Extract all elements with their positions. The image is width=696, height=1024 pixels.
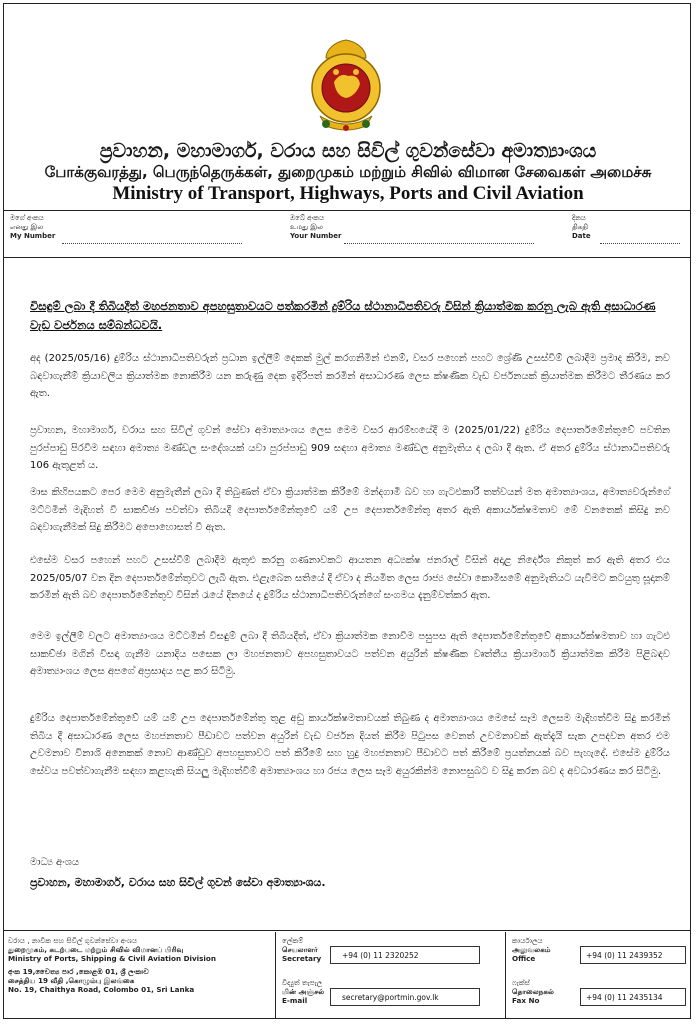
footer-separator [505,932,506,1018]
date-line [600,243,680,244]
date-label: දිනය திகதி Date [572,214,591,240]
ministry-title-tamil: போக்குவரத்து, பெருந்தெருக்கள், துறைமுகம் மற்றும் சிவில் விமான சேவைகள் அமைச்சு [44,163,652,181]
signature-label: මාධ්‍ය අංශය [30,857,80,868]
footer-separator [275,932,276,1018]
header-divider [3,210,691,211]
footer-address: වරාය , නාවික සහ සිවිල් ගුවන්සේවා අංශය துறைமுகம், கடற்படை மற்றும் சிவில் விமானப் பிரிவு Ministry of Ports, Shipping & Civil Aviation Division අංක 19,චෛත්‍ය පාර ,කොළඹ 01, ශ්‍රී ලංකාව சைத்திய 19 வீதி ,கொழும்பு இலங்கை No. 19, Chaithya Road, Colombo 01, Sri Lanka [8,936,216,994]
office-label: කාර්යාලය அலுவலகம் Office [512,936,551,963]
secretary-phone: +94 (0) 11 2320252 [342,951,419,960]
email-label: විද්‍යුත් තැපැල மின் அஞ்சல் E-mail [282,978,325,1005]
paragraph: දුම්රිය දෙපාර්තමේන්තුවේ යම් යම් උප දෙපාර්තමේන්තු තුළ අඩු කාර්යක්ෂමතාවයක් තිබුණ ද අමාත්‍යාංශය මෙසේ සෑම ලෙසම මැදිහත්වීම සිදු කරමින් තිබිය දී අසාධාරණ ලෙස මහජනතාව පීඩාවට පත්වන අයුරින් වැඩ වර්ජන දියත් කිරීම පිටුපස වෙනත් උවමනාවක් ඇත්දැයි සැක උපදවන අතර එම උවමනාව විනාශි අනෙකක් නොව ආණ්ඩුව අපහසුතාවට පත් කිරීමේ සහ හුදු මහජනතාව පීඩාවට පත් කිරීමේ ප්‍රයත්නයක් බව පැහැදේ. එසේම දුම්රිය සේවය පවත්වාගැනීම සඳහා කළහැකි සියලු මැදිහත්වීම් අමාත්‍යාංශය හා රජය ලෙස සෑම අයුරකින්ම නොපසුබට ව සිදු කරන බව ද අවධාරණය කර සිටිමු. [30,713,670,777]
secretary-label: ලේකම් செயலாளர் Secretary [282,936,322,963]
footer-divider [3,930,691,931]
paragraph: එසේම වසර පහෙන් පහට උසස්වීම් ලබාදීම ඇතුළු කරනු ගණනාවකට ආයතන අධ්‍යක්ෂ ජනරාල් විසින් අදාළ නිර්දේශ නිකුත් කර ඇති අතර එය 2025/05/07 වන දින දෙපාර්තමේන්තුවට ලැබී ඇත. එළැබෙන සතියේ දී ඒවා ද නියමිත ලෙස රාජ්‍ය සේවා කොමිසමේ අනුමැතියට යැවීමට කටයුතු සූදානම් කරමින් ඇති බව දෙපාර්තමේන්තුව විසින් රැයේ දිනයේ ද දුම්රිය ස්ථානාධිපතිවරුන්ගේ සංගමය දැනුම්වත්කර ඇත. [30,555,670,601]
office-phone: +94 (0) 11 2439352 [586,951,663,960]
your-number-line [344,243,534,244]
letter-subject: විසඳුම් ලබා දී තිබියදීත් මහජනතාව අපහසුතාවයට පත්කරමින් දුම්රිය ස්ථානාධිපතිවරු විසින් ක්‍රියාත්මක කරනු ලැබ ඇති අසාධාරණ වැඩ වර්ජනය සම්බන්ධවයි. [30,299,656,332]
reference-divider [3,257,691,258]
fax-phone: +94 (0) 11 2435134 [586,993,663,1002]
my-number-label: මගේ අංකය எனது இல My Number [10,214,56,240]
ministry-title-sinhala: ප්‍රවාහන, මහාමාර්ග, වරාය සහ සිවිල් ගුවන්සේවා අමාත්‍යාංශය [99,140,597,162]
sri-lanka-emblem-icon [306,36,386,134]
paragraph: මෙම ඉල්ලීම් වලට අමාත්‍යාංශය මට්ටමින් විසඳුම් ලබා දී තිබියදීත්, ඒවා ක්‍රියාත්මක නොවීම පසුපස ඇති දෙපාර්තමේන්තුවේ අකාර්යක්ෂමතාව හා ගැටළු සාකච්ඡා මගින් විසඳා ගැනීම යනාදිය පසෙක ලා මහජනතාව අපහසුතාවයට පත්වන අයුරින් ක්ෂණික වෘත්තීය ක්‍රියාමාර්ග ක්‍රියාත්මක කිරීම පිළිබඳව අමාත්‍යාංශය ලෙස අපගේ අප්‍රසාදය පළ කර සිටිමු. [30,631,670,677]
paragraph: මාස කිහිපයකට පෙර මෙම අනුමැතීන් ලබා දී තිබුණත් ඒවා ක්‍රියාත්මක කිරීමේ මන්දගාමී බව හා ගැටළුකාරී තත්වයන් මත අමාත්‍යාංශය, අමාත්‍යවරුන්ගේ මට්ටමින් මැදිහත් වී සාකච්ඡා පවත්වා තිබියදී දෙපාර්තමේන්තුවේ යම් උප දෙපාර්තමේන්තු අතර ඇති අකාර්යක්ෂමතාව මේ වනතෙක් කිසිදු නව බඳවාගැනීමක් සිදු කිරීමට අපොහොසත් වී ඇත. [30,487,670,533]
paragraph: ප්‍රවාහන, මහාමාර්ග, වරාය සහ සිවිල් ගුවන් සේවා අමාත්‍යාංශය ලෙස මෙම වසර ආරම්භයේදී ම (2025/01/22) දුම්රිය දෙපාර්තමේන්තුවේ පවතින පුරප්පාඩු පිරවීම සඳහා අමාත්‍ය මණ්ඩල සංදේශයක් යවා පුරප්පාඩු 909 සඳහා අමාත්‍ය මණ්ඩල අනුමැතිය ද ලබා දී ඇත. ඒ අතර දුම්රිය ස්ථානාධිපතිවරු 106 ඇතුළත් ය. [30,425,670,471]
ministry-title-english: Ministry of Transport, Highways, Ports and Civil Aviation [112,183,584,204]
your-number-label: ඔබේ අංකය உமது இல Your Number [290,214,342,240]
paragraph: අද (2025/05/16) දුම්රිය ස්ථානාධිපතිවරුන් ප්‍රධාන ඉල්ලීම් දෙකක් මුල් කරගනිමින් එනම්, වසර පහෙන් පහට ශ්‍රේණි උසස්වීම් ලබාදීම ප්‍රමාද කිරීම, නව බඳවාගැනීම් ක්‍රියාවලිය ක්‍රියාත්මක නොකිරීම යන කරුණු දෙක ඉදිරිපත් කරමින් අසාධාරණ ලෙස ක්ෂණික වැඩ වර්ජනයක් ක්‍රියාත්මක කිරීමට තීරණය කර ඇත. [30,353,670,399]
signature-title: ප්‍රවාහන, මහාමාර්ග, වරාය සහ සිවිල් ගුවන් සේවා අමාත්‍යාංශය. [30,876,326,889]
email-value[interactable]: secretary@portmin.gov.lk [342,993,439,1002]
my-number-line [62,243,242,244]
fax-label: ෆැක්ස් தொலைநகல் Fax No [512,978,554,1005]
